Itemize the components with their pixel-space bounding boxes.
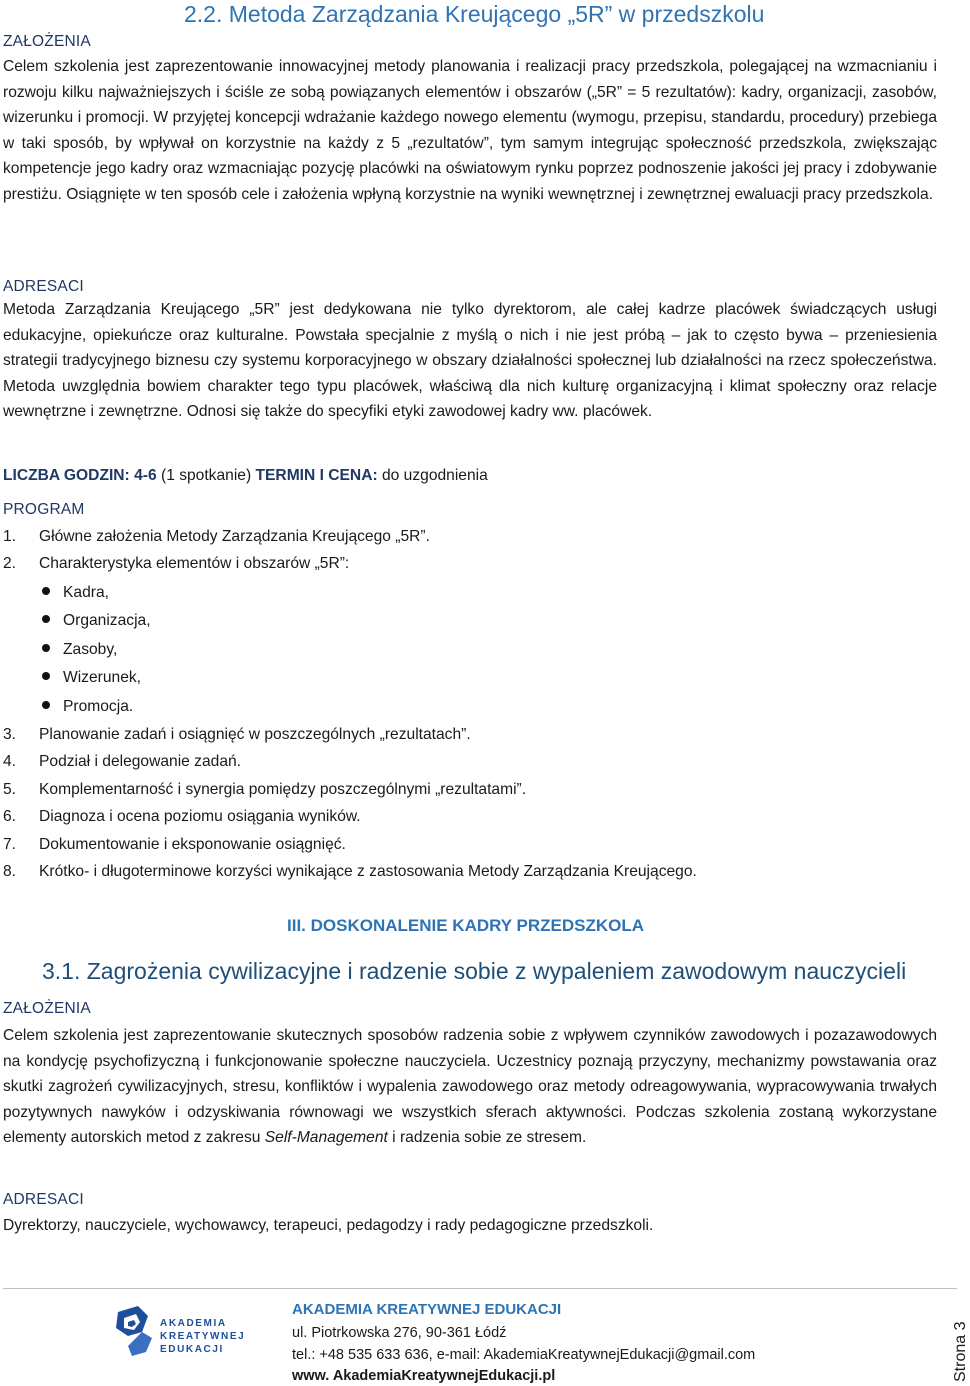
page-number: Strona 3 <box>952 1321 969 1382</box>
zalozenia-text-2: Celem szkolenia jest zaprezentowanie skutecznych sposobów radzenia sobie z wpływem czynników zawodowych i pozazawodowych na kondycję psychofizyczną i funkcjonowanie społeczne nauczyciela. Uczestnicy poznają przyczyny, mechanizmy powstawania oraz skutki zagrożeń cywilizacyjnych, stresu, konfliktów i wypalenia zawodowego oraz metody odreagowywania, wypracowywania trwałych pozytywnych nawyków i odzyskiwania równowagi we wszystkich sferach aktywności. Podczas szkolenia zostaną wykorzystane elementy autorskich metod z zakresu Self-Management i radzenia sobie ze stresem. <box>3 1027 937 1147</box>
bullet-icon <box>42 615 50 623</box>
hours-term-line <box>3 466 488 486</box>
akademia-logo <box>112 1302 262 1362</box>
hours-note: (1 spotkanie) <box>161 467 252 484</box>
adresaci-label: ADRESACI <box>3 278 84 295</box>
bullet-icon <box>42 672 50 680</box>
list-item: 2. Charakterystyka elementów i obszarów „5R”: <box>3 555 350 572</box>
list-item: 6. Diagnoza i ocena poziomu osiągania wyników. <box>3 808 361 825</box>
adresaci-label-2: ADRESACI <box>3 1191 84 1208</box>
logo-line-2: KREATYWNEJ <box>160 1331 246 1342</box>
heading-3-1: 3.1. Zagrożenia cywilizacyjne i radzenie sobie z wypaleniem zawodowym nauczycieli <box>42 958 907 984</box>
bullet-item: Organizacja, <box>42 611 151 631</box>
list-item: 3. Planowanie zadań i osiągnięć w poszczególnych „rezultatach”. <box>3 726 471 743</box>
bullet-icon <box>42 587 50 595</box>
zalozenia-label-2: ZAŁOŻENIA <box>3 1000 91 1017</box>
self-management-term: Self-Management <box>264 1129 388 1147</box>
footer-divider <box>3 1288 957 1289</box>
list-item: 7. Dokumentowanie i eksponowanie osiągnięć. <box>3 836 346 853</box>
logo-mark-icon <box>116 1306 152 1356</box>
logo-line-1: AKADEMIA <box>160 1318 227 1329</box>
bullet-item: Kadra, <box>42 583 109 603</box>
section-heading-iii: III. DOSKONALENIE KADRY PRZEDSZKOLA <box>287 916 645 935</box>
heading-2-2: 2.2. Metoda Zarządzania Kreującego „5R” w przedszkolu <box>184 1 765 27</box>
adresaci-text: Metoda Zarządzania Kreującego „5R” jest dedykowana nie tylko dyrektorom, ale całej kadrze placówek świadczących usługi edukacyjne, opiekuńcze oraz kulturalne. Powstała specjalnie z myślą o nich i nie jest próbą – jak to często bywa – przeniesienia strategii tradycyjnego biznesu czy systemu korporacyjnego w obszary działalności społecznej lub działalności na rzecz społeczeństwa. Metoda uwzględnia bowiem charakter tego typu placówek, właściwą dla nich kulturę organizacyjną i klimat społeczny oraz relacje wewnętrzne i zewnętrzne. Odnosi się także do specyfiki etyki zawodowej kadry ww. placówek. <box>3 301 937 421</box>
footer-address: ul. Piotrkowska 276, 90-361 Łódź <box>292 1325 507 1341</box>
term-label: TERMIN I CENA: <box>255 467 378 484</box>
bullet-icon <box>42 701 50 709</box>
zalozenia-label: ZAŁOŻENIA <box>3 33 91 50</box>
bullet-item: Wizerunek, <box>42 668 141 688</box>
term-value: do uzgodnienia <box>382 467 488 484</box>
hours-value: 4-6 <box>134 467 157 484</box>
logo-line-3: EDUKACJI <box>160 1344 224 1355</box>
list-item: 8. Krótko- i długoterminowe korzyści wynikające z zastosowania Metody Zarządzania Kreującego. <box>3 863 697 880</box>
list-item: 1. Główne założenia Metody Zarządzania Kreującego „5R”. <box>3 528 430 545</box>
list-item: 5. Komplementarność i synergia pomiędzy poszczególnymi „rezultatami”. <box>3 781 527 798</box>
footer-contact: tel.: +48 535 633 636, e-mail: AkademiaKreatywnejEdukacji@gmail.com <box>292 1347 756 1363</box>
bullet-item: Promocja. <box>42 697 133 717</box>
hours-label: LICZBA GODZIN: <box>3 467 130 484</box>
bullet-item: Zasoby, <box>42 640 117 660</box>
zalozenia-text: Celem szkolenia jest zaprezentowanie innowacyjnej metody planowania i realizacji pracy przedszkola, polegającej na wzmacnianiu i rozwoju kilku najważniejszych i ściśle ze sobą powiązanych elementów i obszarów („5R” = 5 rezultatów): kadry, organizacji, zasobów, wizerunku i promocji. W przyjętej koncepcji wdrażanie każdego nowego elementu (wymogu, przepisu, standardu, procedury) przebiega w taki sposób, by wpływał on korzystnie na każdy z 5 „rezultatów”, tym samym integrując społeczność przedszkola, zwiększając kompetencje jego kadry oraz wzmacniając pozycję placówki na oświatowym rynku poprzez podnoszenie jakości jej pracy i zdobywanie prestiżu. Osiągnięte w ten sposób cele i założenia wpłyną korzystnie na wyniki wewnętrznej i zewnętrznej ewaluacji pracy przedszkola. <box>3 58 937 203</box>
footer-company-name: AKADEMIA KREATYWNEJ EDUKACJI <box>292 1301 562 1318</box>
adresaci-text-2: Dyrektorzy, nauczyciele, wychowawcy, terapeuci, pedagodzy i rady pedagogiczne przedszkoli. <box>3 1217 654 1234</box>
list-item: 4. Podział i delegowanie zadań. <box>3 753 241 770</box>
footer-website-link[interactable]: www. AkademiaKreatywnejEdukacji.pl <box>292 1368 556 1384</box>
bullet-icon <box>42 644 50 652</box>
program-label: PROGRAM <box>3 501 85 518</box>
